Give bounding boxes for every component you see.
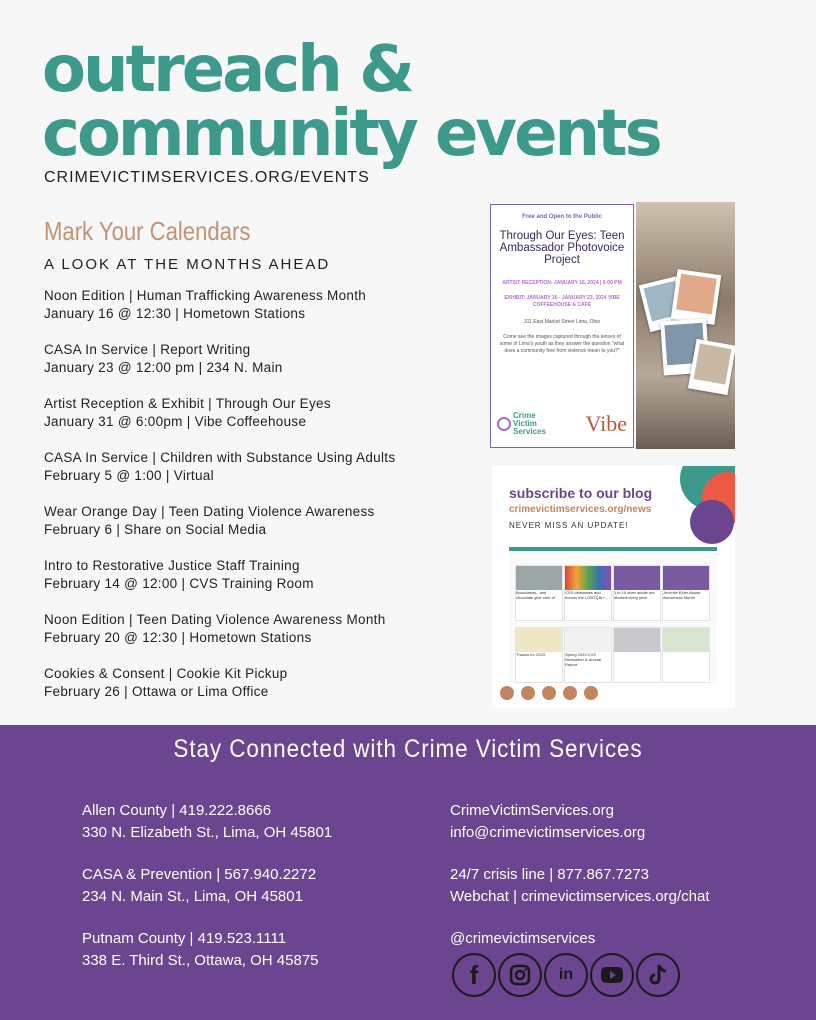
title-line-2: community events <box>42 97 660 171</box>
blog-subscribe-card[interactable] <box>492 466 735 708</box>
carousel-dot[interactable] <box>500 686 514 700</box>
office-address: 234 N. Main St., Lima, OH 45801 <box>82 888 303 905</box>
carousel-dot[interactable] <box>563 686 577 700</box>
photovoice-flyer <box>490 204 634 448</box>
event-details: February 26 | Ottawa or Lima Office <box>44 684 269 699</box>
cvs-rings-icon <box>497 417 511 431</box>
carousel-dots <box>500 686 598 700</box>
carousel-dot[interactable] <box>521 686 535 700</box>
event-title: Noon Edition | Teen Dating Violence Awareness Month <box>44 612 386 627</box>
events-url[interactable]: CRIMEVICTIMSERVICES.ORG/EVENTS <box>44 169 370 186</box>
event-item <box>44 503 474 557</box>
event-details: February 5 @ 1:00 | Virtual <box>44 468 214 483</box>
contact-entry <box>450 864 710 928</box>
blog-post-title: Spring 2023 CVS Newsletter & Annual Report <box>565 652 602 667</box>
event-item <box>44 287 474 341</box>
linkedin-icon[interactable]: in <box>544 953 588 997</box>
flyer-tagline: Free and Open to the Public <box>522 214 602 220</box>
event-details: January 31 @ 6:00pm | Vibe Coffeehouse <box>44 414 307 429</box>
event-details: February 14 @ 12:00 | CVS Training Room <box>44 576 314 591</box>
office-address: 330 N. Elizabeth St., Lima, OH 45801 <box>82 824 333 841</box>
polaroid-photo <box>636 202 735 449</box>
flyer-exhibit: EXHIBIT: JANUARY 16 - JANUARY 23, 2024 VIBE COFFEEHOUSE & CAFE <box>504 295 620 308</box>
flyer-description: Come see the images captured through the lenses of some of Lima's youth as they answer the question "what does a community free from violence mean to you?" <box>499 334 625 354</box>
event-title: Wear Orange Day | Teen Dating Violence Awareness <box>44 504 375 519</box>
crisis-line[interactable]: 24/7 crisis line | 877.867.7273 <box>450 866 650 883</box>
youtube-icon[interactable] <box>590 953 634 997</box>
webchat-link[interactable]: Webchat | crimevictimservices.org/chat <box>450 888 710 905</box>
event-details: February 20 @ 12:30 | Hometown Stations <box>44 630 312 645</box>
event-item <box>44 557 474 611</box>
calendar-heading: Mark Your Calendars <box>44 216 251 246</box>
blog-post-title: Thanks for 2023 <box>516 652 545 657</box>
blog-tagline: NEVER MISS AN UPDATE! <box>509 521 629 530</box>
blog-post-title: 1 in 10 older adults are abused every year <box>614 590 655 600</box>
tiktok-icon[interactable] <box>636 953 680 997</box>
event-details: February 6 | Share on Social Media <box>44 522 267 537</box>
blog-url[interactable]: crimevictimservices.org/news <box>509 504 652 515</box>
website-link[interactable]: CrimeVictimServices.org <box>450 802 614 819</box>
blog-screenshot <box>509 547 717 683</box>
office-entry <box>82 800 332 864</box>
facebook-icon[interactable]: f <box>452 953 496 997</box>
footer-offices <box>82 800 332 992</box>
event-item <box>44 395 474 449</box>
event-details: January 16 @ 12:30 | Hometown Stations <box>44 306 306 321</box>
office-phone: CASA & Prevention | 567.940.2272 <box>82 866 317 883</box>
flyer-logos <box>497 411 627 437</box>
office-entry <box>82 864 332 928</box>
blog-post-title: Boundaries...and chocolate give card of <box>516 590 555 600</box>
footer-title: Stay Connected with Crime Victim Services <box>173 735 643 763</box>
event-title: CASA In Service | Children with Substance Using Adults <box>44 450 396 465</box>
event-title: Artist Reception & Exhibit | Through Our Eyes <box>44 396 331 411</box>
event-title: Noon Edition | Human Trafficking Awareness Month <box>44 288 367 303</box>
instagram-icon[interactable] <box>498 953 542 997</box>
office-entry <box>82 928 332 992</box>
carousel-dot[interactable] <box>542 686 556 700</box>
flyer-reception: ARTIST RECEPTION: JANUARY 16, 2024 | 6:00 PM <box>502 280 622 286</box>
contact-footer <box>0 725 816 1020</box>
event-item <box>44 665 474 719</box>
event-title: Intro to Restorative Justice Staff Training <box>44 558 300 573</box>
email-link[interactable]: info@crimevictimservices.org <box>450 824 646 841</box>
office-phone: Putnam County | 419.523.1111 <box>82 930 287 947</box>
event-title: Cookies & Consent | Cookie Kit Pickup <box>44 666 288 681</box>
blog-heading: subscribe to our blog <box>509 485 653 501</box>
flyer-title: Through Our Eyes: Teen Ambassador Photovoice Project <box>499 230 625 266</box>
title-line-1: outreach & <box>42 33 412 107</box>
event-item <box>44 341 474 395</box>
social-handle: @crimevictimservices <box>450 930 596 947</box>
office-address: 338 E. Third St., Ottawa, OH 45875 <box>82 952 319 969</box>
event-item <box>44 611 474 665</box>
calendar-subheading: A LOOK AT THE MONTHS AHEAD <box>44 256 331 273</box>
cvs-logo: Crime Victim Services <box>497 412 553 436</box>
event-item <box>44 449 474 503</box>
flyer-address: 311 East Market Street Lima, Ohio <box>523 319 601 325</box>
social-icons <box>452 953 680 997</box>
carousel-dot[interactable] <box>584 686 598 700</box>
blog-post-title: Juvenile Elder Abuse Awareness Month <box>663 590 701 600</box>
vibe-logo: Vibe <box>585 411 627 436</box>
office-phone: Allen County | 419.222.8666 <box>82 802 272 819</box>
blog-post-title: CVS celebrates and honors the LGBTQIA+... <box>565 590 609 600</box>
contact-entry <box>450 800 710 864</box>
event-title: CASA In Service | Report Writing <box>44 342 251 357</box>
event-details: January 23 @ 12:00 pm | 234 N. Main <box>44 360 283 375</box>
events-list <box>44 287 474 719</box>
